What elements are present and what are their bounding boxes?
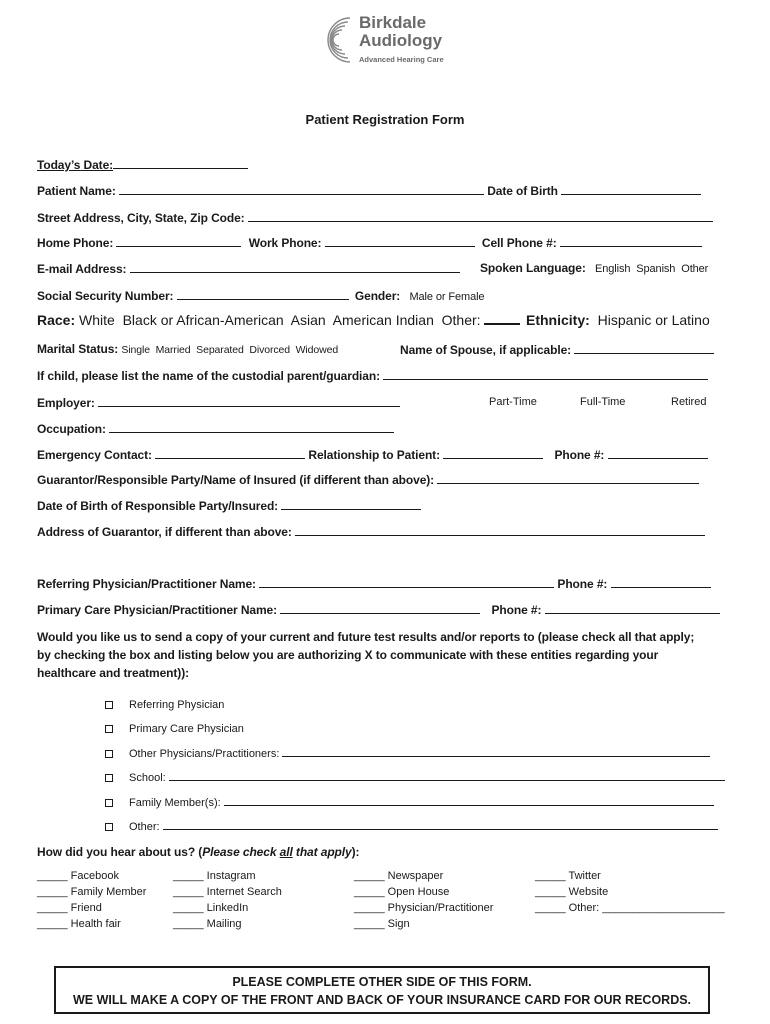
consent-paragraph: Would you like us to send a copy of your current and future test results and/or reports to (please check all that apply; by checking the box and listing below you are authorizing X to communicate with these entities regarding your healthcare and treatment)): xyxy=(37,630,695,680)
form-title: Patient Registration Form xyxy=(305,112,465,127)
ssn-field[interactable] xyxy=(177,288,349,300)
checkbox-icon[interactable] xyxy=(105,701,113,709)
referring-label: Referring Physician/Practitioner Name: xyxy=(37,577,256,591)
guarantor-field[interactable] xyxy=(437,472,699,484)
checkbox-icon[interactable] xyxy=(105,774,113,782)
how-heard-col-1 xyxy=(37,868,146,932)
logo-tagline: Advanced Hearing Care xyxy=(359,55,444,64)
home-phone-label: Home Phone: xyxy=(37,236,114,250)
consent-option-referring[interactable]: Referring Physician xyxy=(105,699,224,711)
referring-field[interactable] xyxy=(259,576,554,588)
primary-care-phone-label: Phone #: xyxy=(491,603,542,617)
ssn-row xyxy=(37,288,484,303)
phones-row xyxy=(37,235,702,250)
consent-option-primary[interactable]: Primary Care Physician xyxy=(105,723,244,735)
guarantor-address-row xyxy=(37,524,705,539)
how-heard-option[interactable]: _____ Twitter xyxy=(535,870,601,882)
ethnicity-group xyxy=(526,312,710,328)
email-label: E-mail Address: xyxy=(37,262,127,276)
language-label: Spoken Language: xyxy=(480,261,586,275)
employer-label: Employer: xyxy=(37,396,95,410)
how-heard-option[interactable]: _____ Other: ____________________ xyxy=(535,902,725,914)
custodial-row xyxy=(37,368,708,383)
how-heard-col-4 xyxy=(535,868,725,916)
employment-part-time[interactable]: Part-Time xyxy=(489,396,537,408)
emergency-row xyxy=(37,447,708,462)
address-field[interactable] xyxy=(248,210,713,222)
dob-field[interactable] xyxy=(561,183,701,195)
footer-notice xyxy=(54,966,710,1014)
referring-phone-label: Phone #: xyxy=(557,577,608,591)
how-heard-col-2 xyxy=(173,868,282,932)
emergency-phone-label: Phone #: xyxy=(554,448,605,462)
how-heard-option[interactable]: _____ Health fair xyxy=(37,918,121,930)
race-other-field[interactable] xyxy=(484,312,520,325)
address-row xyxy=(37,210,713,225)
employer-field[interactable] xyxy=(98,395,400,407)
custodial-field[interactable] xyxy=(383,368,708,380)
marital-row xyxy=(37,342,338,356)
guarantor-label: Guarantor/Responsible Party/Name of Insured (if different than above): xyxy=(37,473,435,487)
consent-option-school[interactable]: School: xyxy=(105,771,725,784)
guarantor-address-label: Address of Guarantor, if different than above: xyxy=(37,525,292,539)
ethnicity-options[interactable]: Hispanic or Latino xyxy=(597,312,710,328)
footer-line-1: PLEASE COMPLETE OTHER SIDE OF THIS FORM. xyxy=(232,975,532,989)
race-options[interactable]: White Black or African-American Asian American Indian Other: xyxy=(79,312,481,328)
work-phone-field[interactable] xyxy=(325,235,475,247)
marital-label: Marital Status: xyxy=(37,342,119,356)
guarantor-address-field[interactable] xyxy=(295,524,705,536)
family-field[interactable] xyxy=(224,796,714,806)
email-field[interactable] xyxy=(130,261,460,273)
consent-option-family[interactable]: Family Member(s): xyxy=(105,796,714,809)
cell-phone-field[interactable] xyxy=(560,235,702,247)
patient-name-label: Patient Name: xyxy=(37,184,116,198)
referring-phone-field[interactable] xyxy=(611,576,711,588)
race-label: Race: xyxy=(37,312,76,328)
employment-retired[interactable]: Retired xyxy=(671,396,707,408)
marital-options[interactable]: Single Married Separated Divorced Widowed xyxy=(121,344,339,356)
logo xyxy=(310,12,490,70)
logo-swirl-icon xyxy=(310,12,356,68)
language-group xyxy=(480,261,708,275)
guarantor-dob-label: Date of Birth of Responsible Party/Insured: xyxy=(37,499,279,513)
todays-date-field[interactable] xyxy=(113,157,248,169)
referring-row xyxy=(37,576,711,591)
how-heard-question: How did you hear about us? (Please check all that apply): xyxy=(37,845,360,859)
primary-care-field[interactable] xyxy=(280,602,480,614)
guarantor-row xyxy=(37,472,699,487)
primary-care-phone-field[interactable] xyxy=(545,602,720,614)
other-field[interactable] xyxy=(163,820,718,830)
how-heard-option[interactable]: _____ Family Member xyxy=(37,886,147,898)
todays-date-label: Today’s Date: xyxy=(37,158,114,172)
school-field[interactable] xyxy=(169,771,725,781)
patient-name-field[interactable] xyxy=(119,183,484,195)
todays-date-row xyxy=(37,157,248,172)
how-heard-option[interactable]: _____ Open House xyxy=(354,886,450,898)
spouse-field[interactable] xyxy=(574,342,714,354)
emergency-field[interactable] xyxy=(155,447,305,459)
guarantor-dob-row xyxy=(37,498,421,513)
consent-option-other-physicians[interactable]: Other Physicians/Practitioners: xyxy=(105,747,710,760)
logo-name: Birkdale Audiology xyxy=(359,13,443,50)
language-options[interactable]: English Spanish Other xyxy=(594,263,709,275)
emergency-phone-field[interactable] xyxy=(608,447,708,459)
how-heard-option[interactable]: _____ Website xyxy=(535,886,609,898)
how-heard-option[interactable]: _____ Mailing xyxy=(173,918,242,930)
checkbox-icon[interactable] xyxy=(105,823,113,831)
address-label: Street Address, City, State, Zip Code: xyxy=(37,211,245,225)
how-heard-option[interactable]: _____ Newspaper xyxy=(354,870,444,882)
primary-care-label: Primary Care Physician/Practitioner Name: xyxy=(37,603,278,617)
employer-row xyxy=(37,395,400,410)
how-heard-option[interactable]: _____ Internet Search xyxy=(173,886,282,898)
gender-label: Gender: xyxy=(354,289,401,303)
relationship-field[interactable] xyxy=(443,447,543,459)
checkbox-icon[interactable] xyxy=(105,750,113,758)
ssn-label: Social Security Number: xyxy=(37,289,174,303)
how-heard-col-3 xyxy=(354,868,493,932)
occupation-field[interactable] xyxy=(109,421,394,433)
occupation-row xyxy=(37,421,394,436)
race-row xyxy=(37,312,520,328)
cell-phone-label: Cell Phone #: xyxy=(481,236,557,250)
home-phone-field[interactable] xyxy=(116,235,241,247)
occupation-label: Occupation: xyxy=(37,422,106,436)
emergency-label: Emergency Contact: xyxy=(37,448,152,462)
patient-name-row xyxy=(37,183,701,198)
how-heard-option[interactable]: _____ Physician/Practitioner xyxy=(354,902,494,914)
spouse-group xyxy=(400,342,714,357)
primary-care-row xyxy=(37,602,720,617)
how-heard-option[interactable]: _____ LinkedIn xyxy=(173,902,249,914)
email-row xyxy=(37,261,460,276)
dob-label: Date of Birth xyxy=(487,184,558,198)
checkbox-icon[interactable] xyxy=(105,799,113,807)
guarantor-dob-field[interactable] xyxy=(281,498,421,510)
ethnicity-label: Ethnicity: xyxy=(526,312,590,328)
how-heard-option[interactable]: _____ Instagram xyxy=(173,870,256,882)
footer-line-2: WE WILL MAKE A COPY OF THE FRONT AND BACK OF YOUR INSURANCE CARD FOR OUR RECORDS. xyxy=(72,993,692,1007)
checkbox-icon[interactable] xyxy=(105,725,113,733)
how-heard-option[interactable]: _____ Facebook xyxy=(37,870,119,882)
work-phone-label: Work Phone: xyxy=(248,236,322,250)
relationship-label: Relationship to Patient: xyxy=(308,448,440,462)
gender-options[interactable]: Male or Female xyxy=(409,291,485,303)
other-physicians-field[interactable] xyxy=(282,747,710,757)
how-heard-option[interactable]: _____ Friend xyxy=(37,902,102,914)
consent-option-other[interactable]: Other: xyxy=(105,820,718,833)
custodial-label: If child, please list the name of the custodial parent/guardian: xyxy=(37,369,380,383)
spouse-label: Name of Spouse, if applicable: xyxy=(400,343,572,357)
employment-full-time[interactable]: Full-Time xyxy=(580,396,626,408)
how-heard-option[interactable]: _____ Sign xyxy=(354,918,410,930)
